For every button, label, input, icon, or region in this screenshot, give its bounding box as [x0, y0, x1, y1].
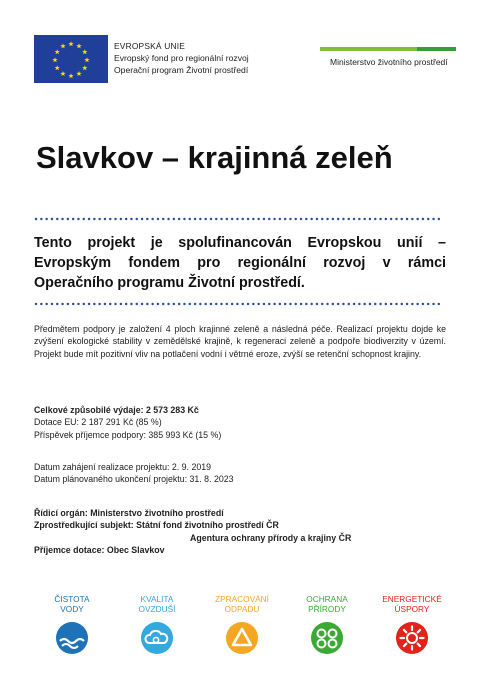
recycle-icon	[225, 621, 259, 655]
subsidy-recipient: Příjemce dotace: Obec Slavkov	[34, 544, 165, 555]
nature-icon	[310, 621, 344, 655]
end-date: Datum plánovaného ukončení projektu: 31. 8. 2023	[34, 474, 234, 485]
priority-energy-label: ENERGETICKÉ ÚSPORY	[382, 594, 442, 614]
total-costs: Celkové způsobilé výdaje: 2 573 283 Kč	[34, 405, 199, 415]
priority-water	[30, 594, 114, 655]
eu-program-text	[114, 40, 249, 76]
managing-authority: Řídicí orgán: Ministerstvo životního prostředí	[34, 508, 224, 518]
sun-icon	[395, 621, 429, 655]
eu-flag	[34, 35, 108, 83]
priority-nature-label: OCHRANA PŘÍRODY	[306, 594, 348, 614]
ministry-logo-bars	[320, 47, 456, 51]
cloud-icon	[140, 621, 174, 655]
funding-statement: Tento projekt je spolufinancován Evropskou unií – Evropským fondem pro regionální rozvoj v rámci Operačního programu Životní prostředí.	[34, 235, 446, 291]
page-title: Slavkov – krajinná zeleň	[36, 140, 393, 175]
intermediary-agency: Agentura ochrany přírody a krajiny ČR	[190, 532, 352, 543]
eu-subsidy: Dotace EU: 2 187 291 Kč (85 %)	[34, 417, 162, 428]
dates-block	[34, 461, 234, 486]
priority-waste-label: ZPRACOVÁNÍ ODPADU	[215, 594, 269, 614]
priority-air-label: KVALITA OVZDUŠÍ	[138, 594, 176, 614]
priority-nature	[285, 594, 369, 655]
ministry-logo	[320, 47, 456, 67]
priority-icons	[30, 594, 454, 655]
start-date: Datum zahájení realizace projektu: 2. 9. 2019	[34, 462, 212, 472]
dotted-divider-bottom	[34, 302, 444, 306]
recipient-contribution: Příspěvek příjemce podpory: 385 993 Kč (15 %)	[34, 429, 222, 440]
costs-block	[34, 404, 221, 441]
priority-water-label: ČISTOTA VODY	[54, 594, 90, 614]
intermediary-body: Zprostředkující subjekt: Státní fond životního prostředí ČR	[34, 520, 279, 531]
priority-energy	[370, 594, 454, 655]
eu-fund-label: Evropský fond pro regionální rozvoj	[114, 53, 249, 63]
eu-stars-icon	[34, 35, 108, 83]
organizations-block	[34, 507, 351, 556]
priority-air	[115, 594, 199, 655]
ministry-label: Ministerstvo životního prostředí	[330, 57, 448, 67]
eu-program-label: Operační program Životní prostředí	[114, 65, 249, 75]
water-drop-icon	[55, 621, 89, 655]
eu-label: EVROPSKÁ UNIE	[114, 41, 186, 51]
priority-waste	[200, 594, 284, 655]
dotted-divider-top	[34, 217, 444, 221]
project-description: Předmětem podpory je založení 4 ploch krajinné zeleně a následná péče. Realizací projektu dojde ke zvýšení ekologické stability v zemědělské krajině, k regeneraci zeleně a podpoře biodiverzity v území. Projekt bude mít pozitivní vliv na potlačení vodní i větrné eroze, zvýší se retenční schopnost krajiny.	[34, 324, 446, 359]
